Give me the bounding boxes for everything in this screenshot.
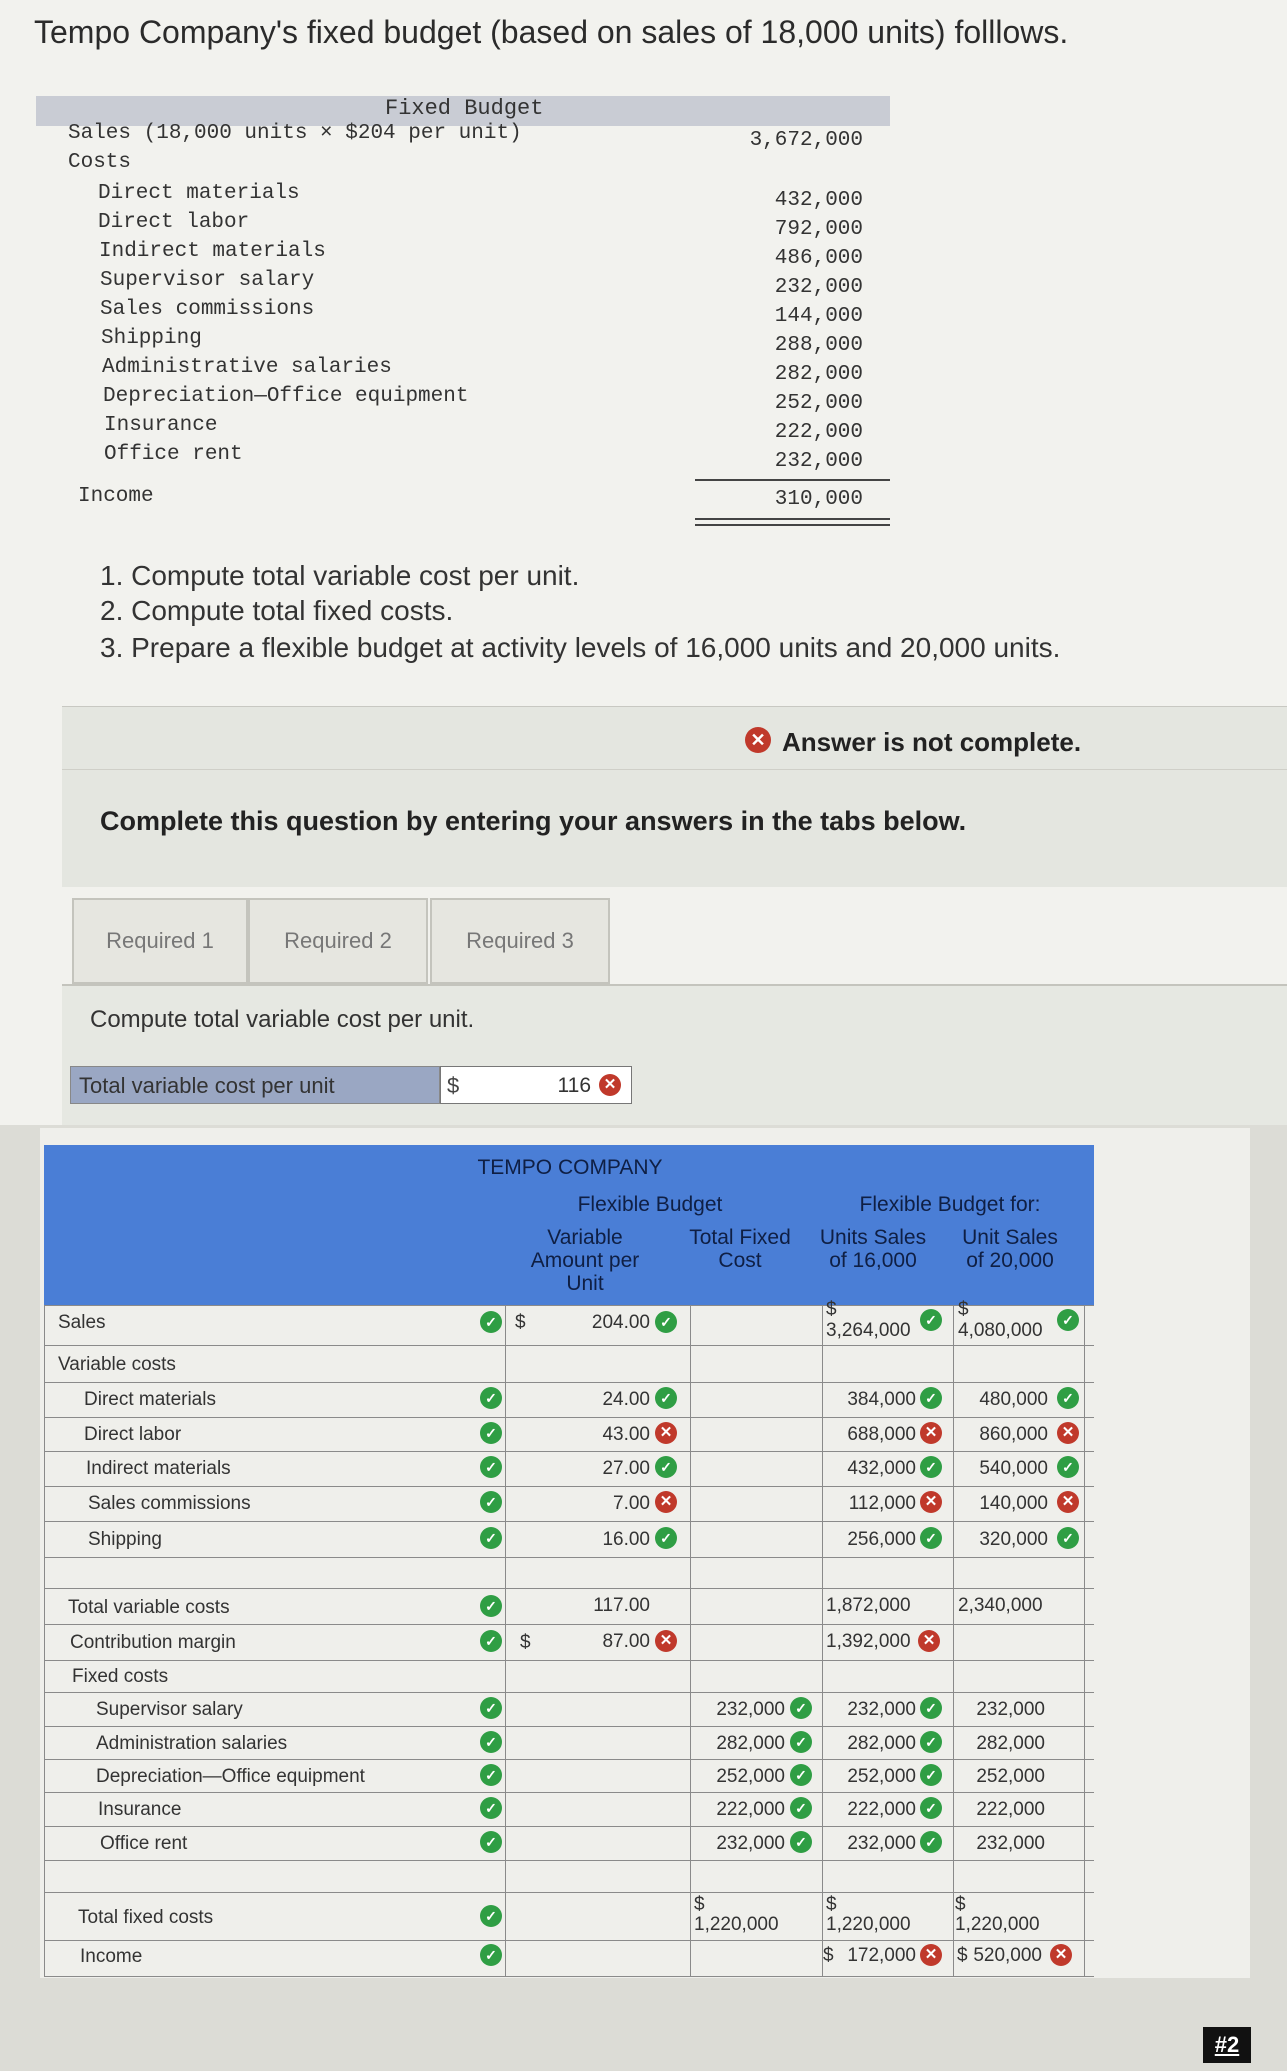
check-icon: ✓ <box>480 1797 502 1819</box>
fixed-row-label: Depreciation—Office equipment <box>96 1766 365 1787</box>
variable-row-label: Direct materials <box>84 1389 216 1410</box>
grid-line <box>953 1305 954 1976</box>
fb-item-label: Supervisor salary <box>100 269 315 292</box>
error-x-icon: ✕ <box>920 1422 942 1444</box>
check-icon: ✓ <box>920 1387 942 1409</box>
fb-item-label: Depreciation—Office equipment <box>103 385 469 408</box>
fb-double-rule <box>695 518 890 520</box>
check-icon: ✓ <box>480 1595 502 1617</box>
fixed-row-u16[interactable]: 232,000 <box>847 1833 916 1854</box>
contribution-margin-var[interactable]: 87.00 <box>602 1631 650 1652</box>
sales-u16-value[interactable]: 3,264,000 <box>826 1320 911 1341</box>
fixed-row-fixed[interactable]: 282,000 <box>716 1733 785 1754</box>
fb-costs-label: Costs <box>68 151 132 174</box>
row-line <box>44 1860 1094 1861</box>
currency-symbol: $ <box>520 1632 531 1653</box>
fb-item-label: Administrative salaries <box>102 356 392 379</box>
total-variable-u20[interactable]: 2,340,000 <box>958 1595 1043 1616</box>
fixed-row-fixed[interactable]: 222,000 <box>716 1799 785 1820</box>
variable-row-var[interactable]: 24.00 <box>602 1389 650 1410</box>
fb-item-value: 232,000 <box>774 450 863 473</box>
fb-income-value: 310,000 <box>774 488 863 511</box>
check-icon: ✓ <box>480 1905 502 1927</box>
row-line <box>44 1692 1094 1693</box>
variable-row-label: Direct labor <box>84 1424 182 1445</box>
fixed-row-u16[interactable]: 282,000 <box>847 1733 916 1754</box>
fb-item-label: Shipping <box>101 327 202 350</box>
col-variable-amount: Variable Amount per Unit <box>530 1226 640 1295</box>
fb-item-value: 432,000 <box>774 189 863 212</box>
fb-income-label: Income <box>78 485 154 508</box>
check-icon: ✓ <box>790 1764 812 1786</box>
fb-item-value: 792,000 <box>774 218 863 241</box>
variable-row-u20[interactable]: 480,000 <box>979 1389 1048 1410</box>
row-line <box>44 1345 1094 1346</box>
row-line <box>44 1486 1094 1487</box>
income-u20[interactable]: 520,000 <box>973 1945 1042 1966</box>
flexible-budget-for-title: Flexible Budget for: <box>859 1193 1041 1216</box>
answer-status: Answer is not complete. <box>782 727 1082 757</box>
fb-item-label: Direct materials <box>98 182 300 205</box>
fixed-row-fixed[interactable]: 252,000 <box>716 1766 785 1787</box>
row-line <box>44 1940 1094 1941</box>
check-icon: ✓ <box>480 1731 502 1753</box>
variable-row-var[interactable]: 43.00 <box>602 1424 650 1445</box>
check-icon: ✓ <box>920 1309 942 1331</box>
contribution-margin-label: Contribution margin <box>70 1632 236 1653</box>
check-icon: ✓ <box>1057 1387 1079 1409</box>
fb-sales-label: Sales (18,000 units × $204 per unit) <box>68 122 522 145</box>
fixed-row-u20[interactable]: 232,000 <box>976 1699 1045 1720</box>
grid-line <box>1084 1305 1085 1976</box>
instruction-text: Complete this question by entering your answers in the tabs below. <box>100 806 967 836</box>
fb-item-value: 288,000 <box>774 334 863 357</box>
currency-symbol: $ <box>515 1312 526 1333</box>
total-variable-var[interactable]: 117.00 <box>593 1595 650 1616</box>
row-line <box>44 1976 1094 1977</box>
col-total-fixed: Total Fixed Cost <box>689 1226 791 1272</box>
variable-row-var[interactable]: 7.00 <box>613 1493 650 1514</box>
variable-row-u16[interactable]: 112,000 <box>848 1493 916 1514</box>
total-variable-cost-value: 116 <box>557 1074 591 1097</box>
fixed-row-u16[interactable]: 252,000 <box>847 1766 916 1787</box>
variable-row-u20[interactable]: 320,000 <box>979 1529 1048 1550</box>
fixed-row-label: Insurance <box>98 1799 182 1820</box>
fb-sales-value: 3,672,000 <box>749 129 863 152</box>
row-line <box>44 1826 1094 1827</box>
grid-line <box>505 1305 506 1976</box>
variable-row-u16[interactable]: 384,000 <box>847 1389 916 1410</box>
page-badge: #2 <box>1203 2027 1251 2063</box>
currency-symbol: $ <box>957 1945 968 1966</box>
total-variable-cost-input[interactable] <box>440 1066 632 1104</box>
fixed-row-fixed[interactable]: 232,000 <box>716 1699 785 1720</box>
check-icon: ✓ <box>480 1422 502 1444</box>
fb-item-value: 144,000 <box>774 305 863 328</box>
fixed-row-u16[interactable]: 232,000 <box>847 1699 916 1720</box>
currency-symbol: $ <box>826 1299 837 1320</box>
fixed-budget-caption: Fixed Budget <box>385 96 544 121</box>
variable-costs-heading: Variable costs <box>58 1354 176 1375</box>
error-x-icon: ✕ <box>1050 1944 1072 1966</box>
row-line <box>44 1557 1094 1558</box>
check-icon: ✓ <box>480 1764 502 1786</box>
variable-row-label: Indirect materials <box>86 1458 231 1479</box>
income-label: Income <box>80 1946 143 1967</box>
currency-symbol: $ <box>958 1299 969 1320</box>
total-fixed-u16[interactable]: 1,220,000 <box>826 1914 911 1935</box>
grid-line <box>822 1305 823 1976</box>
variable-row-u16[interactable]: 256,000 <box>847 1529 916 1550</box>
tab-label: Required 3 <box>466 928 574 953</box>
fb-item-value: 486,000 <box>774 247 863 270</box>
tab-required-2[interactable] <box>248 898 428 984</box>
fixed-row-u16[interactable]: 222,000 <box>847 1799 916 1820</box>
variable-row-u20[interactable]: 540,000 <box>979 1458 1048 1479</box>
row-line <box>44 1451 1094 1452</box>
check-icon: ✓ <box>1057 1309 1079 1331</box>
check-icon: ✓ <box>480 1456 502 1478</box>
fixed-costs-heading: Fixed costs <box>72 1666 169 1687</box>
total-fixed-u20[interactable]: 1,220,000 <box>955 1914 1040 1935</box>
fb-item-label: Office rent <box>104 443 243 466</box>
check-icon: ✓ <box>480 1944 502 1966</box>
check-icon: ✓ <box>790 1797 812 1819</box>
row-line <box>44 1624 1094 1625</box>
col-units-20000: Unit Sales of 20,000 <box>962 1226 1058 1272</box>
flexible-budget-title: Flexible Budget <box>577 1193 723 1216</box>
grid-line <box>690 1305 691 1976</box>
fb-item-label: Sales commissions <box>100 298 315 321</box>
fixed-row-u20[interactable]: 222,000 <box>976 1799 1045 1820</box>
sales-u20-value[interactable]: 4,080,000 <box>958 1320 1043 1341</box>
check-icon: ✓ <box>480 1387 502 1409</box>
row-line <box>44 1892 1094 1893</box>
error-x-icon: ✕ <box>920 1944 942 1966</box>
variable-row-u20[interactable]: 140,000 <box>979 1493 1048 1514</box>
error-x-icon: ✕ <box>599 1074 621 1096</box>
problem-title: Tempo Company's fixed budget (based on sales of 18,000 units) folllows. <box>34 14 1069 50</box>
error-x-icon: ✕ <box>745 727 771 753</box>
fb-item-value: 232,000 <box>774 276 863 299</box>
check-icon: ✓ <box>920 1527 942 1549</box>
fixed-row-u20[interactable]: 232,000 <box>976 1833 1045 1854</box>
header-border <box>44 1305 1094 1306</box>
grid-line <box>44 1305 45 1976</box>
row-line <box>44 1521 1094 1522</box>
fb-item-label: Insurance <box>104 414 218 437</box>
fixed-row-label: Office rent <box>100 1833 188 1854</box>
total-variable-u16[interactable]: 1,872,000 <box>826 1595 911 1616</box>
sales-var-value[interactable]: 204.00 <box>591 1312 650 1333</box>
check-icon: ✓ <box>920 1697 942 1719</box>
row-line <box>44 1588 1094 1589</box>
tab-label: Required 2 <box>284 928 392 953</box>
row-line <box>44 1660 1094 1661</box>
currency-symbol: $ <box>447 1073 460 1098</box>
variable-row-u16[interactable]: 688,000 <box>847 1424 916 1445</box>
error-x-icon: ✕ <box>655 1491 677 1513</box>
check-icon: ✓ <box>655 1456 677 1478</box>
check-icon: ✓ <box>655 1387 677 1409</box>
variable-row-u16[interactable]: 432,000 <box>847 1458 916 1479</box>
check-icon: ✓ <box>920 1731 942 1753</box>
error-x-icon: ✕ <box>1057 1422 1079 1444</box>
total-fixed-fixed[interactable]: 1,220,000 <box>694 1914 779 1935</box>
fixed-row-u20[interactable]: 252,000 <box>976 1766 1045 1787</box>
currency-symbol: $ <box>955 1894 966 1915</box>
error-x-icon: ✕ <box>918 1630 940 1652</box>
error-x-icon: ✕ <box>655 1630 677 1652</box>
currency-symbol: $ <box>823 1945 834 1966</box>
fixed-row-u20[interactable]: 282,000 <box>976 1733 1045 1754</box>
tab-required-1[interactable] <box>72 898 248 984</box>
fb-double-rule <box>695 524 890 526</box>
fb-item-value: 222,000 <box>774 421 863 444</box>
fixed-row-fixed[interactable]: 232,000 <box>716 1833 785 1854</box>
variable-row-label: Shipping <box>88 1529 162 1550</box>
answer-status-row <box>62 707 1287 770</box>
check-icon: ✓ <box>480 1831 502 1853</box>
fb-item-value: 252,000 <box>774 392 863 415</box>
check-icon: ✓ <box>480 1491 502 1513</box>
row-line <box>44 1726 1094 1727</box>
error-x-icon: ✕ <box>920 1491 942 1513</box>
fb-rule <box>695 479 890 481</box>
variable-row-var[interactable]: 16.00 <box>602 1529 650 1550</box>
check-icon: ✓ <box>790 1831 812 1853</box>
total-fixed-label: Total fixed costs <box>78 1907 214 1928</box>
fb-item-label: Indirect materials <box>99 240 326 263</box>
currency-symbol: $ <box>694 1894 705 1915</box>
variable-row-label: Sales commissions <box>88 1493 251 1514</box>
fixed-row-label: Supervisor salary <box>96 1699 243 1720</box>
check-icon: ✓ <box>920 1764 942 1786</box>
check-icon: ✓ <box>480 1630 502 1652</box>
currency-symbol: $ <box>826 1894 837 1915</box>
check-icon: ✓ <box>920 1831 942 1853</box>
row-line <box>44 1759 1094 1760</box>
col-units-16000: Units Sales of 16,000 <box>819 1226 927 1272</box>
row-line <box>44 1382 1094 1383</box>
check-icon: ✓ <box>480 1527 502 1549</box>
check-icon: ✓ <box>790 1731 812 1753</box>
tab-required-3[interactable] <box>430 898 610 984</box>
requirement-1: 1. Compute total variable cost per unit. <box>100 560 580 591</box>
row-line <box>44 1417 1094 1418</box>
row-line <box>44 1792 1094 1793</box>
check-icon: ✓ <box>920 1456 942 1478</box>
variable-row-u20[interactable]: 860,000 <box>979 1424 1048 1445</box>
contribution-margin-u16[interactable]: 1,392,000 <box>826 1631 911 1652</box>
error-x-icon: ✕ <box>1057 1491 1079 1513</box>
variable-row-var[interactable]: 27.00 <box>602 1458 650 1479</box>
check-icon: ✓ <box>790 1697 812 1719</box>
check-icon: ✓ <box>1057 1527 1079 1549</box>
sales-label: Sales <box>58 1312 106 1333</box>
fb-item-value: 282,000 <box>774 363 863 386</box>
income-u16[interactable]: 172,000 <box>847 1945 916 1966</box>
requirement-3: 3. Prepare a flexible budget at activity levels of 16,000 units and 20,000 units. <box>100 632 1061 663</box>
required-1-prompt: Compute total variable cost per unit. <box>90 1006 475 1033</box>
total-variable-label: Total variable costs <box>68 1597 230 1618</box>
check-icon: ✓ <box>480 1697 502 1719</box>
check-icon: ✓ <box>655 1311 677 1333</box>
check-icon: ✓ <box>480 1311 502 1333</box>
check-icon: ✓ <box>655 1527 677 1549</box>
company-name: TEMPO COMPANY <box>477 1156 663 1179</box>
total-variable-cost-label: Total variable cost per unit <box>70 1066 440 1104</box>
error-x-icon: ✕ <box>655 1422 677 1444</box>
check-icon: ✓ <box>920 1797 942 1819</box>
fb-item-label: Direct labor <box>98 211 250 234</box>
requirement-2: 2. Compute total fixed costs. <box>100 595 454 626</box>
check-icon: ✓ <box>1057 1456 1079 1478</box>
fixed-row-label: Administration salaries <box>96 1733 288 1754</box>
tab-label: Required 1 <box>106 928 214 953</box>
answer-box <box>62 706 1287 887</box>
